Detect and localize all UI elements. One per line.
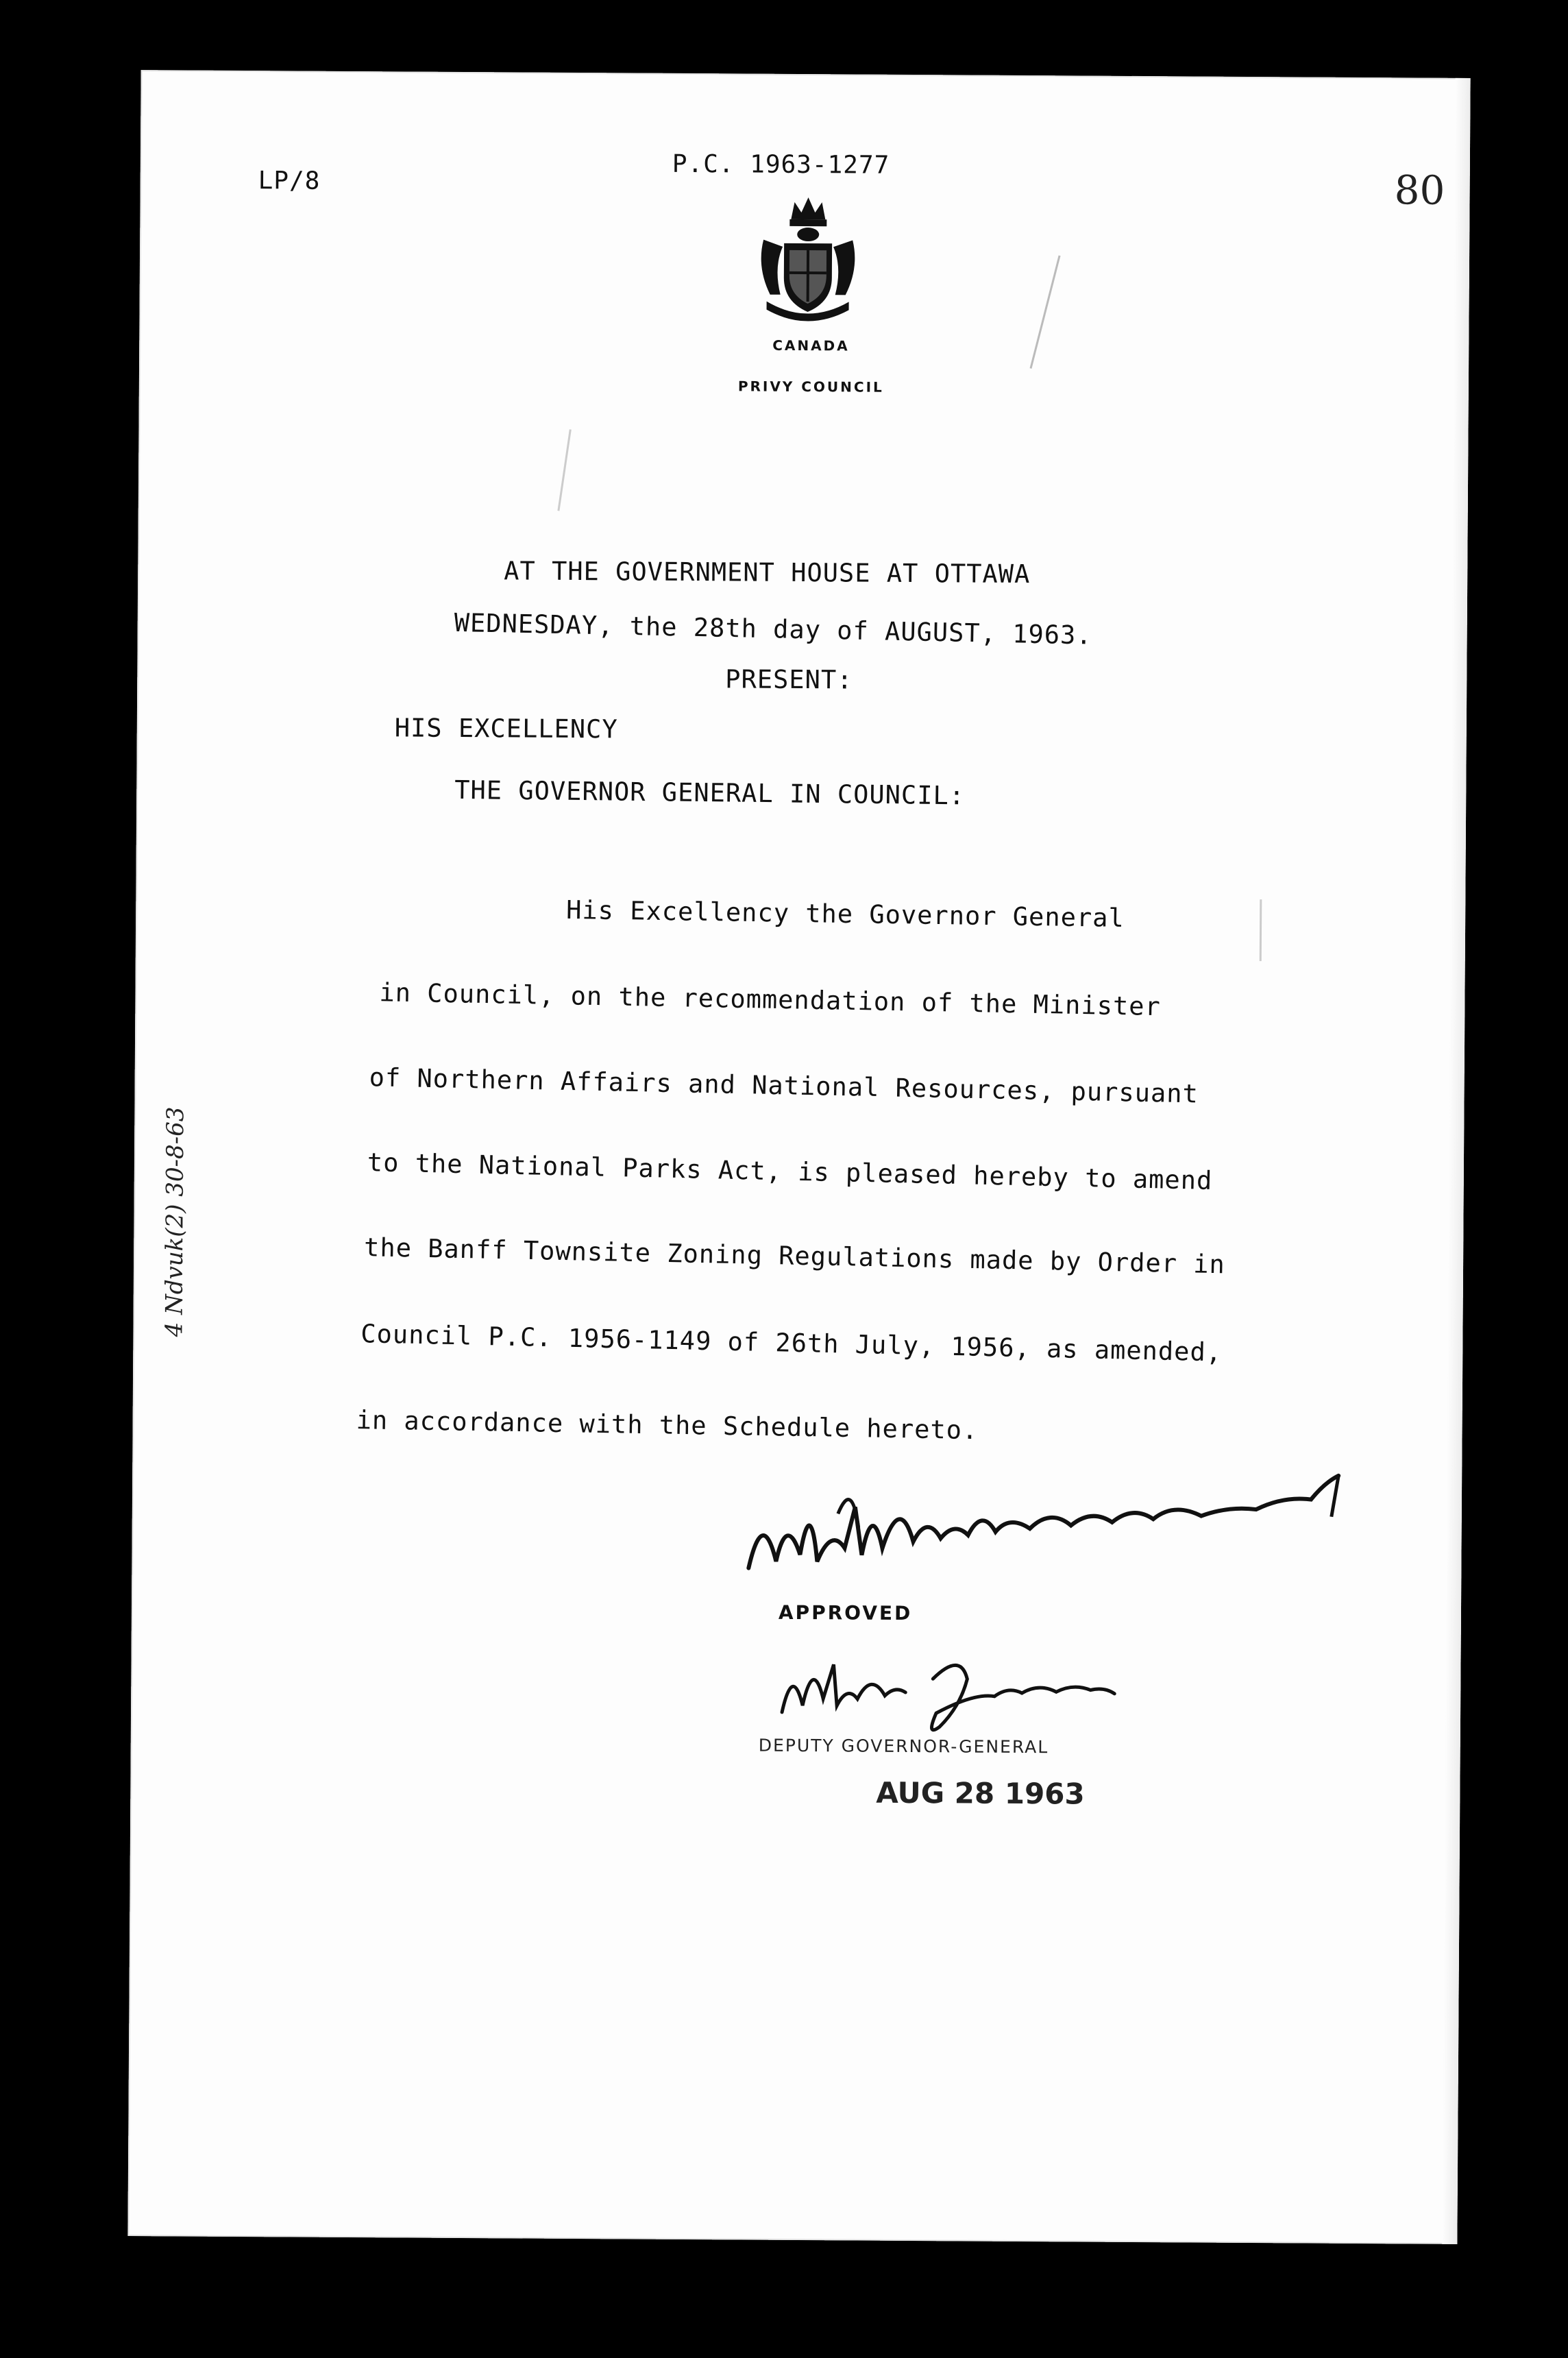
address-line-1: HIS EXCELLENCY (394, 713, 618, 744)
canada-coat-of-arms-icon (756, 192, 859, 323)
place-line: AT THE GOVERNMENT HOUSE AT OTTAWA (504, 556, 1031, 590)
address-line-2: THE GOVERNOR GENERAL IN COUNCIL: (454, 775, 966, 811)
scan-mark (557, 429, 571, 511)
body-line-3: of Northern Affairs and National Resources, pursuant (369, 1062, 1199, 1109)
body-line-5: the Banff Townsite Zoning Regulations made by Order in (363, 1232, 1226, 1280)
document-page (127, 70, 1470, 2244)
clerk-signature-icon (735, 1465, 1366, 1592)
country-label: CANADA (772, 337, 850, 354)
deputy-governor-title: DEPUTY GOVERNOR-GENERAL (758, 1735, 1049, 1758)
date-line: WEDNESDAY, the 28th day of AUGUST, 1963. (454, 607, 1093, 651)
file-reference: LP/8 (258, 167, 321, 195)
council-label: PRIVY COUNCIL (737, 378, 884, 396)
body-line-4: to the National Parks Act, is pleased hereby to amend (367, 1147, 1213, 1196)
body-line-7: in accordance with the Schedule hereto. (356, 1405, 979, 1446)
body-line-6: Council P.C. 1956-1149 of 26th July, 1956, as amended, (360, 1319, 1223, 1368)
approved-label: APPROVED (778, 1601, 913, 1625)
body-line-1: His Excellency the Governor General (565, 895, 1125, 934)
present-label: PRESENT: (725, 664, 853, 695)
body-line-2: in Council, on the recommendation of the Minister (379, 977, 1162, 1022)
scan-mark (1030, 255, 1061, 368)
stamp-date: AUG 28 1963 (876, 1775, 1085, 1811)
deputy-signature-icon (768, 1637, 1125, 1742)
order-number: P.C. 1963-1277 (672, 149, 890, 180)
page-number: 80 (1394, 167, 1445, 214)
scan-mark (1260, 899, 1262, 961)
margin-note: 4 Ndvuk(2) 30-8-63 (160, 1106, 190, 1337)
